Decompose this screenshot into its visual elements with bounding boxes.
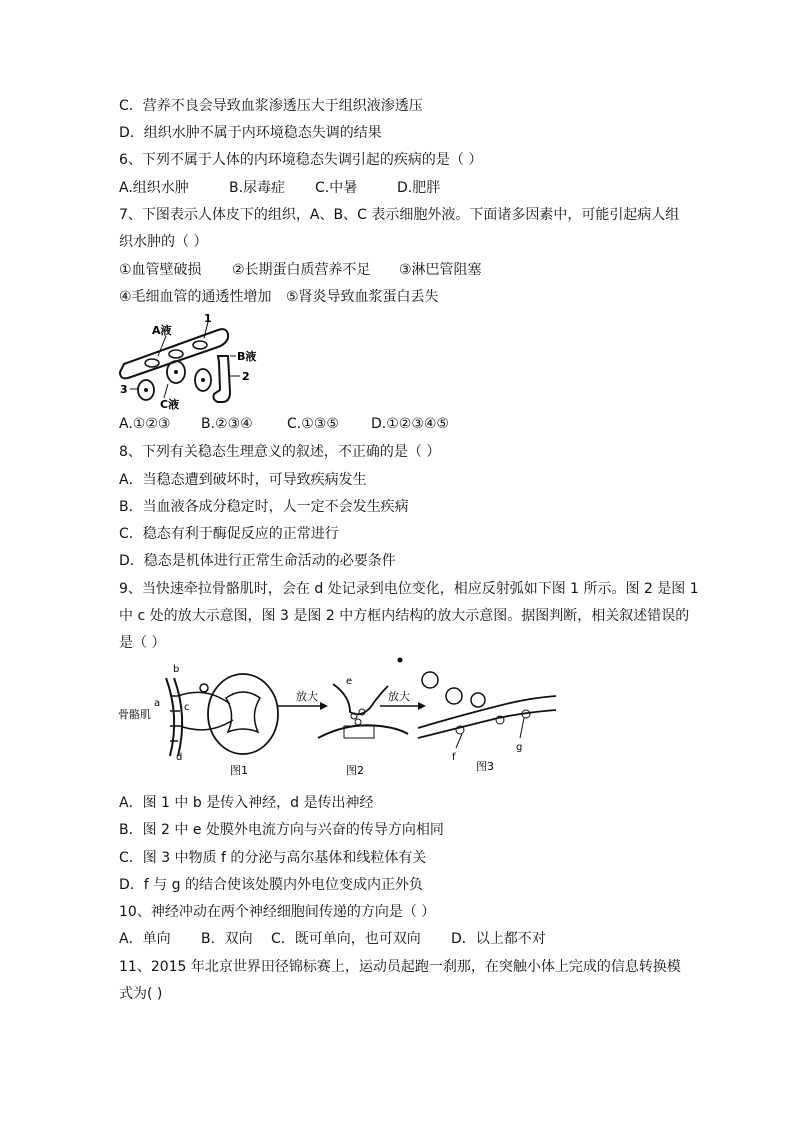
q7-option-d: D.①②③④⑤ <box>371 416 449 432</box>
vesicle-shape <box>422 672 438 688</box>
label-e: e <box>346 676 353 687</box>
q11-stem-line2: 式为( ) <box>119 986 163 1002</box>
q7-stem-line1: 7、下图表示人体皮下的组织，A、B、C 表示细胞外液。下面诸多因素中，可能引起病人组 <box>119 207 680 223</box>
nucleus-shape <box>201 378 205 382</box>
q11-stem-line1: 11、2015 年北京世界田径锦标赛上，运动员起跑一刹那，在突触小体上完成的信息转换模 <box>119 959 681 975</box>
q6-option-c: C.中暑 <box>315 180 358 196</box>
q8-option-a: A．当稳态遭到破坏时，可导致疾病发生 <box>119 472 367 488</box>
label-g: g <box>516 742 523 753</box>
label-3: 3 <box>120 383 128 396</box>
q7-tissue-figure <box>118 312 278 412</box>
nucleus-shape <box>174 370 178 374</box>
q7-factors-line1 <box>119 260 482 280</box>
q7-option-b: B.②③④ <box>201 416 253 432</box>
q10-option-a: A．单向 <box>119 931 171 947</box>
lymph-vessel-shape <box>214 356 231 402</box>
q7-options <box>119 414 449 434</box>
q7-factors-line2 <box>119 287 439 307</box>
q6-stem: 6、下列不属于人体的内环境稳态失调引起的疾病的是（ ） <box>119 152 483 168</box>
label-1: 1 <box>204 312 212 325</box>
q9-option-c: C．图 3 中物质 f 的分泌与高尔基体和线粒体有关 <box>119 850 427 866</box>
q7-factor-5: ⑤肾炎导致血浆蛋白丢失 <box>286 289 439 305</box>
q8-option-d: D．稳态是机体进行正常生命活动的必要条件 <box>119 553 396 569</box>
q7-option-c: C.①③⑤ <box>287 416 339 432</box>
capillary-shape <box>120 329 228 378</box>
q9-stem-line2: 中 c 处的放大示意图，图 3 是图 2 中方框内结构的放大示意图。据图判断，相关叙述错误的 <box>119 608 690 624</box>
fig2-caption: 图2 <box>346 764 364 777</box>
q6-option-b: B.尿毒症 <box>229 180 286 196</box>
q5-option-d: D．组织水肿不属于内环境稳态失调的结果 <box>119 125 382 141</box>
q8-option-c: C．稳态有利于酶促反应的正常进行 <box>119 526 339 542</box>
label-2: 2 <box>242 370 250 383</box>
q6-options <box>119 178 440 198</box>
vesicle-shape <box>471 693 485 707</box>
label-f: f <box>452 752 456 763</box>
q5-option-c: C．营养不良会导致血浆渗透压大于组织液渗透压 <box>119 98 423 114</box>
membrane-lower-shape <box>418 710 556 738</box>
label-c: c <box>184 702 190 713</box>
q6-option-a: A.组织水肿 <box>119 180 189 196</box>
q9-reflex-figure <box>118 656 558 786</box>
postsynaptic-shape <box>318 725 408 738</box>
nucleus-shape <box>144 388 148 392</box>
q7-factor-2: ②长期蛋白质营养不足 <box>232 262 371 278</box>
q7-factor-4: ④毛细血管的通透性增加 <box>119 289 272 305</box>
spinal-cord-shape <box>208 674 278 754</box>
q10-option-c: C．既可单向，也可双向 <box>271 931 421 947</box>
enlarge-label-1: 放大 <box>296 690 318 703</box>
efferent-nerve-shape <box>180 720 233 730</box>
q10-stem: 10、神经冲动在两个神经细胞间传递的方向是（ ） <box>119 904 436 920</box>
vesicle-shape <box>446 688 462 704</box>
q10-options <box>119 929 546 949</box>
q9-stem-line3: 是（ ） <box>119 635 166 651</box>
q6-option-d: D.肥胖 <box>397 180 441 196</box>
q10-option-d: D．以上都不对 <box>451 931 546 947</box>
q7-option-a: A.①②③ <box>119 416 171 432</box>
fig3-caption: 图3 <box>476 760 494 773</box>
q7-stem-line2: 织水肿的（ ） <box>119 234 208 250</box>
muscle-shape <box>166 678 174 756</box>
label-b-fluid: B液 <box>237 350 257 363</box>
enlarge-label-2: 放大 <box>388 690 410 703</box>
muscle-label: 骨骼肌 <box>118 708 151 721</box>
label-c-fluid: C液 <box>160 398 180 411</box>
label-d: d <box>176 752 183 763</box>
label-b: b <box>173 664 180 675</box>
q7-factor-1: ①血管壁破损 <box>119 262 202 278</box>
q9-stem-line1: 9、当快速牵拉骨骼肌时，会在 d 处记录到电位变化，相应反射弧如下图 1 所示。图 2 是图 1 <box>119 581 699 597</box>
q10-option-b: B．双向 <box>201 931 253 947</box>
q9-option-d: D．f 与 g 的结合使该处膜内外电位变成内正外负 <box>119 877 423 893</box>
q7-factor-3: ③淋巴管阻塞 <box>399 262 482 278</box>
label-a: a <box>154 698 161 709</box>
q8-option-b: B．当血液各成分稳定时，人一定不会发生疾病 <box>119 499 409 515</box>
q9-option-a: A．图 1 中 b 是传入神经，d 是传出神经 <box>119 795 374 811</box>
fig1-caption: 图1 <box>230 764 248 777</box>
gray-matter-shape <box>226 692 260 732</box>
label-a-fluid: A液 <box>152 324 172 337</box>
q8-stem: 8、下列有关稳态生理意义的叙述，不正确的是（ ） <box>119 444 441 460</box>
q9-option-b: B．图 2 中 e 处膜外电流方向与兴奋的传导方向相同 <box>119 822 444 838</box>
